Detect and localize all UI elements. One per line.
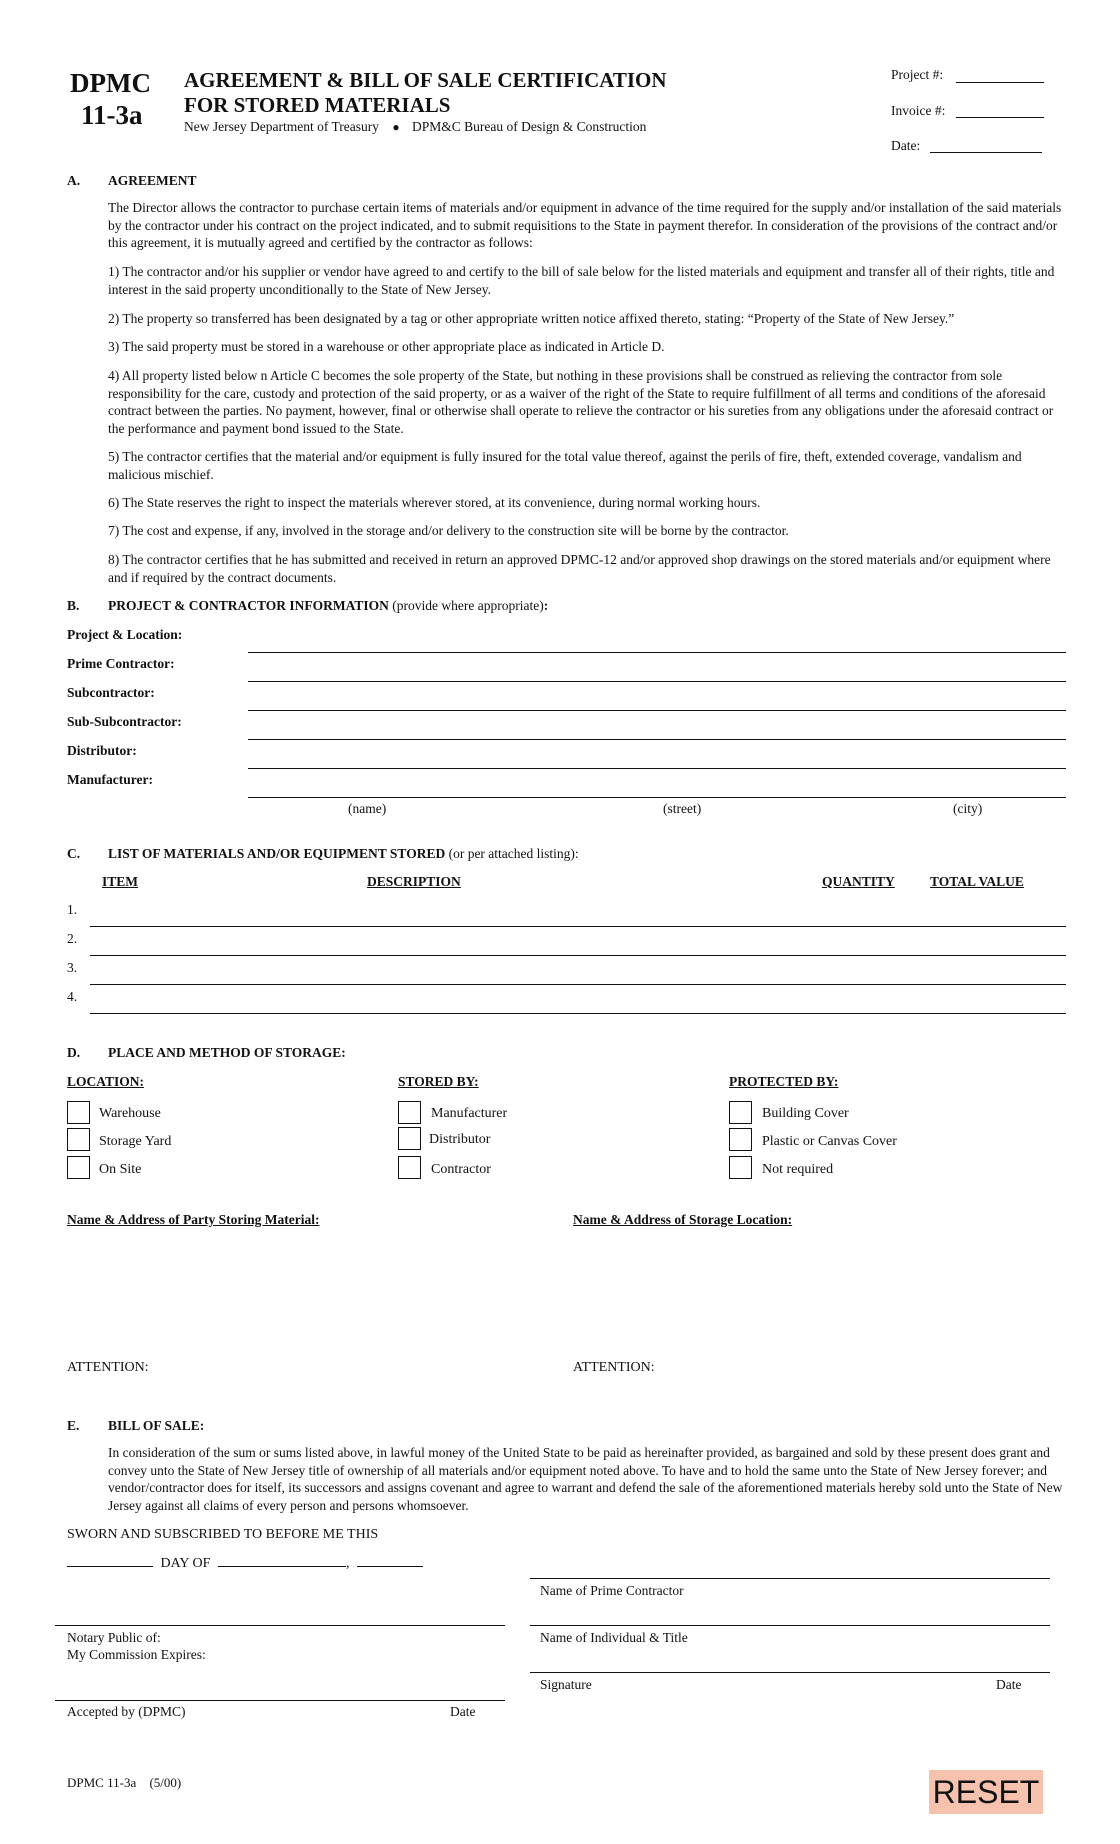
form-title-line1: AGREEMENT & BILL OF SALE CERTIFICATION [184, 68, 667, 92]
agreement-item-5: 5) The contractor certifies that the material and/or equipment is fully insured for the total value thereof, against the perils of fire, theft, extended coverage, vandalism and malicious mischief. [108, 449, 1022, 482]
column-label-city: (city) [953, 801, 983, 816]
footer-form-id [67, 1775, 181, 1791]
materials-row-number: 3. [67, 960, 78, 975]
accepted-by-label: Accepted by (DPMC) [67, 1704, 186, 1719]
signature-date-label: Date [996, 1677, 1022, 1692]
field-label-subcontractor: Subcontractor: [67, 685, 155, 700]
section-a-letter: A. [67, 173, 81, 188]
field-label-project-location: Project & Location: [67, 627, 183, 642]
agreement-item-7: 7) The cost and expense, if any, involved in the storage and/or delivery to the construction site will be borne by the contractor. [108, 523, 789, 538]
day-of-line [67, 1554, 423, 1572]
agreement-item-8: 8) The contractor certifies that he has submitted and received in return an approved DPMC-12 and/or approved shop drawings on the stored materials and/or equipment where and if required by the contract documents. [108, 552, 1051, 585]
party-storing-heading: Name & Address of Party Storing Material: [67, 1212, 320, 1227]
day-blank[interactable] [67, 1554, 153, 1567]
signature-label: Signature [540, 1677, 592, 1692]
section-c-letter: C. [67, 846, 81, 861]
sworn-statement: SWORN AND SUBSCRIBED TO BEFORE ME THIS [67, 1527, 379, 1542]
field-line-prime-contractor[interactable] [248, 681, 1066, 682]
agreement-item-2: 2) The property so transferred has been designated by a tag or other appropriate written notice affixed thereto, stating: “Property of the State of New Jersey.” [108, 311, 955, 326]
field-line-manufacturer[interactable] [248, 797, 1066, 798]
prime-contractor-label: Name of Prime Contractor [540, 1583, 684, 1598]
commission-expires-label: My Commission Expires: [67, 1647, 206, 1662]
department-name: New Jersey Department of Treasury [184, 119, 379, 134]
label-building-cover: Building Cover [762, 1106, 849, 1121]
column-label-name: (name) [348, 801, 387, 816]
field-line-sub-subcontractor[interactable] [248, 739, 1066, 740]
project-number-field[interactable] [956, 66, 1044, 83]
label-manufacturer: Manufacturer [431, 1106, 508, 1121]
invoice-number-label: Invoice #: [891, 103, 946, 118]
section-d-heading: PLACE AND METHOD OF STORAGE: [108, 1045, 346, 1060]
field-label-manufacturer: Manufacturer: [67, 772, 153, 787]
label-contractor: Contractor [431, 1162, 491, 1177]
section-c-heading: LIST OF MATERIALS AND/OR EQUIPMENT STORED [108, 846, 446, 861]
section-c-heading-row [108, 846, 579, 862]
label-distributor: Distributor [429, 1132, 491, 1147]
checkbox-contractor[interactable] [398, 1156, 421, 1179]
section-c-note: (or per attached listing): [448, 846, 579, 861]
stored-by-heading: STORED BY: [398, 1074, 479, 1089]
prime-contractor-signature-line[interactable] [530, 1578, 1050, 1579]
location-heading: LOCATION: [67, 1074, 145, 1089]
agreement-item-6: 6) The State reserves the right to inspect the materials wherever stored, at its convenience, during normal working hours. [108, 495, 761, 510]
section-a-heading: AGREEMENT [108, 173, 197, 188]
materials-row-number: 1. [67, 902, 78, 917]
section-b-letter: B. [67, 598, 80, 613]
attention-label-party: ATTENTION: [67, 1360, 149, 1375]
section-e-heading: BILL OF SALE: [108, 1418, 205, 1433]
column-header-total-value: TOTAL VALUE [930, 874, 1024, 889]
checkbox-building-cover[interactable] [729, 1101, 752, 1124]
materials-row-line[interactable] [90, 1013, 1066, 1014]
signature-line[interactable] [530, 1672, 1050, 1673]
materials-row-number: 2. [67, 931, 78, 946]
invoice-number-field[interactable] [956, 101, 1044, 118]
column-header-quantity: QUANTITY [822, 874, 895, 889]
section-b-heading: PROJECT & CONTRACTOR INFORMATION [108, 598, 389, 613]
label-storage-yard: Storage Yard [99, 1134, 172, 1149]
project-number-label: Project #: [891, 67, 944, 82]
section-b-heading-row [108, 598, 548, 614]
date-label: Date: [891, 138, 921, 153]
day-of-comma: , [345, 1556, 350, 1571]
bill-of-sale-text: In consideration of the sum or sums listed above, in lawful money of the United State to be paid as hereinafter provided, as bargained and sold by these present does grant and convey unto the State of New Jersey title of ownership of all materials and/or equipment noted above. To have and to hold the same unto the State of New Jersey forever; and vendor/contractor does for itself, its successors and assigns covenant and agree to warrant and defend the sale of the aforementioned materials hereby sold unto the State of New Jersey against all claims of every person and persons whomsoever. [108, 1445, 1063, 1513]
field-line-project-location[interactable] [248, 652, 1066, 653]
checkbox-warehouse[interactable] [67, 1101, 90, 1124]
field-line-distributor[interactable] [248, 768, 1066, 769]
materials-row-line[interactable] [90, 926, 1066, 927]
column-header-description: DESCRIPTION [367, 874, 461, 889]
header-subtitle [184, 119, 646, 135]
party-storing-address-field[interactable] [67, 1234, 537, 1344]
year-blank[interactable] [357, 1554, 423, 1567]
section-e-letter: E. [67, 1418, 80, 1433]
date-field[interactable] [930, 136, 1042, 153]
reset-button[interactable]: RESET [929, 1770, 1043, 1814]
checkbox-storage-yard[interactable] [67, 1128, 90, 1151]
checkbox-manufacturer[interactable] [398, 1101, 421, 1124]
section-b-colon: : [543, 598, 549, 613]
individual-title-signature-line[interactable] [530, 1625, 1050, 1626]
label-plastic-canvas-cover: Plastic or Canvas Cover [762, 1134, 897, 1149]
column-header-item: ITEM [102, 874, 139, 889]
checkbox-plastic-canvas-cover[interactable] [729, 1128, 752, 1151]
accepted-by-signature-line[interactable] [55, 1700, 505, 1701]
label-warehouse: Warehouse [99, 1106, 161, 1121]
form-code-line1: DPMC [70, 68, 151, 98]
label-not-required: Not required [762, 1162, 834, 1177]
materials-row-number: 4. [67, 989, 78, 1004]
materials-row-line[interactable] [90, 984, 1066, 985]
materials-row-line[interactable] [90, 955, 1066, 956]
month-blank[interactable] [218, 1554, 346, 1567]
section-b-note: (provide where appropriate) [392, 598, 544, 613]
notary-signature-line[interactable] [55, 1625, 505, 1626]
column-label-street: (street) [663, 801, 702, 816]
label-on-site: On Site [99, 1162, 142, 1177]
individual-title-label: Name of Individual & Title [540, 1630, 688, 1645]
bullet-separator: ● [392, 120, 400, 134]
day-of-label: DAY OF [160, 1556, 211, 1571]
field-label-distributor: Distributor: [67, 743, 137, 758]
form-code-line2: 11-3a [81, 100, 143, 130]
form-title-line2: FOR STORED MATERIALS [184, 93, 451, 117]
section-d-letter: D. [67, 1045, 81, 1060]
agreement-item-4: 4) All property listed below n Article C becomes the sole property of the State, but nothing in these provisions shall be construed as relieving the contractor from sole responsibility for the care, custody and protection of the said property, or as a waiver of the right of the State to require fulfillment of all terms and conditions of the aforesaid contract between the parties. No payment, however, final or otherwise shall operate to relieve the contractor or his sureties from any obligations under the aforesaid contract or the performance and payment bond issued to the State. [108, 368, 1054, 436]
footer-form-code: DPMC 11-3a [67, 1775, 137, 1790]
agreement-item-1: 1) The contractor and/or his supplier or vendor have agreed to and certify to the bill of sale below for the listed materials and equipment and transfer all of their rights, title and interest in the said property unconditionally to the State of New Jersey. [108, 264, 1055, 297]
storage-location-heading: Name & Address of Storage Location: [573, 1212, 793, 1227]
checkbox-on-site[interactable] [67, 1156, 90, 1179]
attention-label-location: ATTENTION: [573, 1360, 655, 1375]
agreement-item-3: 3) The said property must be stored in a warehouse or other appropriate place as indicated in Article D. [108, 339, 665, 354]
footer-revision: (5/00) [149, 1775, 182, 1790]
bureau-name: DPM&C Bureau of Design & Construction [411, 119, 647, 134]
field-label-prime-contractor: Prime Contractor: [67, 656, 175, 671]
accepted-date-label: Date [450, 1704, 476, 1719]
storage-location-address-field[interactable] [573, 1234, 1043, 1344]
protected-by-heading: PROTECTED BY: [729, 1074, 839, 1089]
notary-public-label: Notary Public of: [67, 1630, 161, 1645]
checkbox-distributor[interactable] [398, 1127, 421, 1150]
checkbox-not-required[interactable] [729, 1156, 752, 1179]
field-label-sub-subcontractor: Sub-Subcontractor: [67, 714, 182, 729]
field-line-subcontractor[interactable] [248, 710, 1066, 711]
agreement-intro: The Director allows the contractor to purchase certain items of materials and/or equipment in advance of the time required for the supply and/or installation of the said materials by the contractor under his contract on the project indicated, and to submit requisitions to the State in payment therefor. In consideration of the provisions of the contract and/or this agreement, it is mutually agreed and certified by the contractor as follows: [108, 200, 1062, 250]
